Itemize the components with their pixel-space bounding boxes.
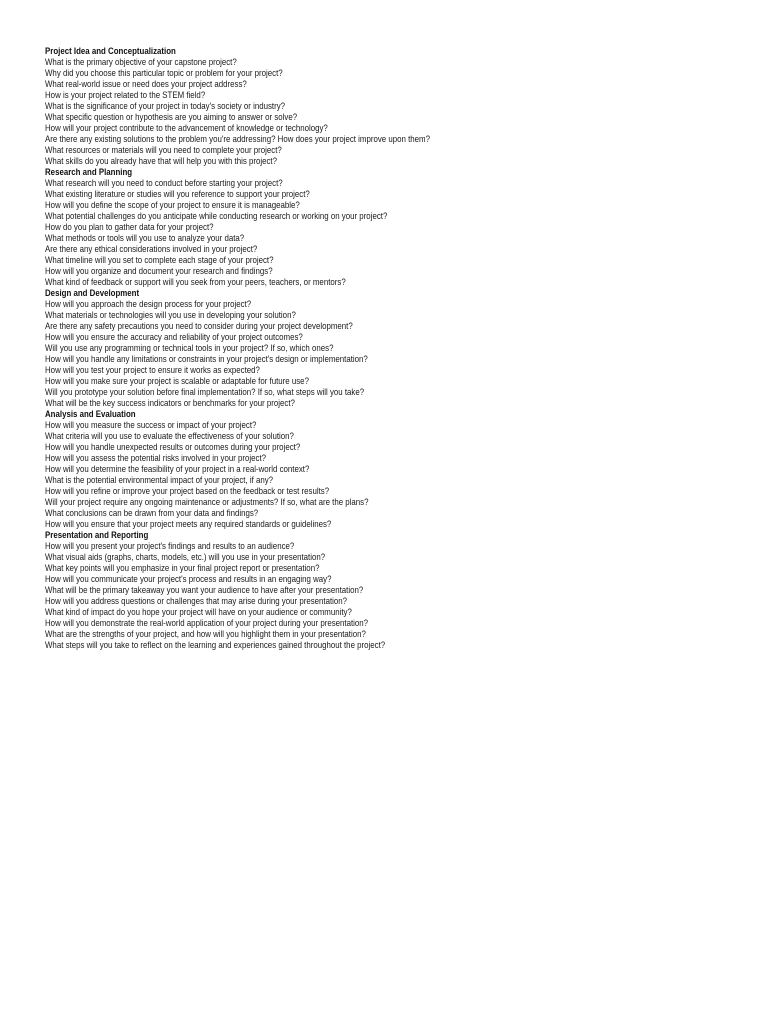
question-item: What resources or materials will you need to complete your project?	[45, 144, 282, 155]
section-title: Project Idea and Conceptualization	[45, 45, 176, 56]
question-item: How will you communicate your project's process and results in an engaging way?	[45, 573, 332, 584]
question-item: What visual aids (graphs, charts, models, etc.) will you use in your presentation?	[45, 551, 326, 562]
section-title: Presentation and Reporting	[45, 529, 149, 540]
question-item: Why did you choose this particular topic or problem for your project?	[45, 67, 283, 78]
question-item: What existing literature or studies will you reference to support your project?	[45, 188, 310, 199]
question-item: What will be the primary takeaway you want your audience to have after your presentation?	[45, 584, 364, 595]
question-item: What steps will you take to reflect on the learning and experiences gained throughout the project?	[45, 639, 386, 650]
document-body	[45, 45, 745, 650]
question-item: How will you refine or improve your project based on the feedback or test results?	[45, 485, 330, 496]
section-title: Design and Development	[45, 287, 140, 298]
question-item: Will you prototype your solution before final implementation? If so, what steps will you take?	[45, 386, 365, 397]
section-title: Research and Planning	[45, 166, 133, 177]
question-item: How is your project related to the STEM field?	[45, 89, 206, 100]
question-item: How will you test your project to ensure it works as expected?	[45, 364, 260, 375]
question-item: What skills do you already have that will help you with this project?	[45, 155, 277, 166]
question-item: How will you determine the feasibility of your project in a real-world context?	[45, 463, 310, 474]
section-title: Analysis and Evaluation	[45, 408, 136, 419]
question-item: What methods or tools will you use to analyze your data?	[45, 232, 245, 243]
question-item: Are there any ethical considerations involved in your project?	[45, 243, 258, 254]
section-research-planning	[45, 166, 745, 287]
question-item: How will you ensure the accuracy and reliability of your project outcomes?	[45, 331, 303, 342]
question-item: What materials or technologies will you use in developing your solution?	[45, 309, 296, 320]
question-item: What criteria will you use to evaluate the effectiveness of your solution?	[45, 430, 294, 441]
question-item: Will your project require any ongoing maintenance or adjustments? If so, what are the plans?	[45, 496, 369, 507]
question-item: What is the primary objective of your capstone project?	[45, 56, 237, 67]
section-analysis-evaluation	[45, 408, 745, 529]
question-item: Will you use any programming or technical tools in your project? If so, which ones?	[45, 342, 334, 353]
question-item: Are there any safety precautions you need to consider during your project development?	[45, 320, 353, 331]
question-item: What conclusions can be drawn from your data and findings?	[45, 507, 259, 518]
section-design-development	[45, 287, 745, 408]
question-item: What are the strengths of your project, and how will you highlight them in your presentation?	[45, 628, 366, 639]
question-item: How will you address questions or challenges that may arise during your presentation?	[45, 595, 348, 606]
question-item: How will you assess the potential risks involved in your project?	[45, 452, 267, 463]
question-item: How will you organize and document your research and findings?	[45, 265, 273, 276]
question-item: How will you present your project's findings and results to an audience?	[45, 540, 295, 551]
question-item: What research will you need to conduct before starting your project?	[45, 177, 283, 188]
question-item: How will you make sure your project is scalable or adaptable for future use?	[45, 375, 309, 386]
question-item: How will you define the scope of your project to ensure it is manageable?	[45, 199, 300, 210]
question-item: What kind of feedback or support will you seek from your peers, teachers, or mentors?	[45, 276, 346, 287]
question-item: What key points will you emphasize in your final project report or presentation?	[45, 562, 320, 573]
question-item: How will you demonstrate the real-world application of your project during your presentation?	[45, 617, 369, 628]
question-item: How will you ensure that your project meets any required standards or guidelines?	[45, 518, 332, 529]
section-conceptualization	[45, 45, 745, 166]
question-item: How do you plan to gather data for your project?	[45, 221, 214, 232]
question-item: What is the potential environmental impact of your project, if any?	[45, 474, 274, 485]
question-item: What real-world issue or need does your project address?	[45, 78, 247, 89]
question-item: How will you handle unexpected results or outcomes during your project?	[45, 441, 301, 452]
question-item: What potential challenges do you anticipate while conducting research or working on your project?	[45, 210, 388, 221]
question-item: How will you approach the design process for your project?	[45, 298, 252, 309]
question-item: What specific question or hypothesis are you aiming to answer or solve?	[45, 111, 298, 122]
section-presentation-reporting	[45, 529, 745, 650]
question-item: What kind of impact do you hope your project will have on your audience or community?	[45, 606, 352, 617]
question-item: How will you handle any limitations or constraints in your project's design or implementation?	[45, 353, 368, 364]
question-item: How will you measure the success or impact of your project?	[45, 419, 257, 430]
question-item: How will your project contribute to the advancement of knowledge or technology?	[45, 122, 328, 133]
question-item: What will be the key success indicators or benchmarks for your project?	[45, 397, 295, 408]
question-item: What timeline will you set to complete each stage of your project?	[45, 254, 274, 265]
question-item: Are there any existing solutions to the problem you're addressing? How does your project improve upon them?	[45, 133, 430, 144]
question-item: What is the significance of your project in today's society or industry?	[45, 100, 286, 111]
